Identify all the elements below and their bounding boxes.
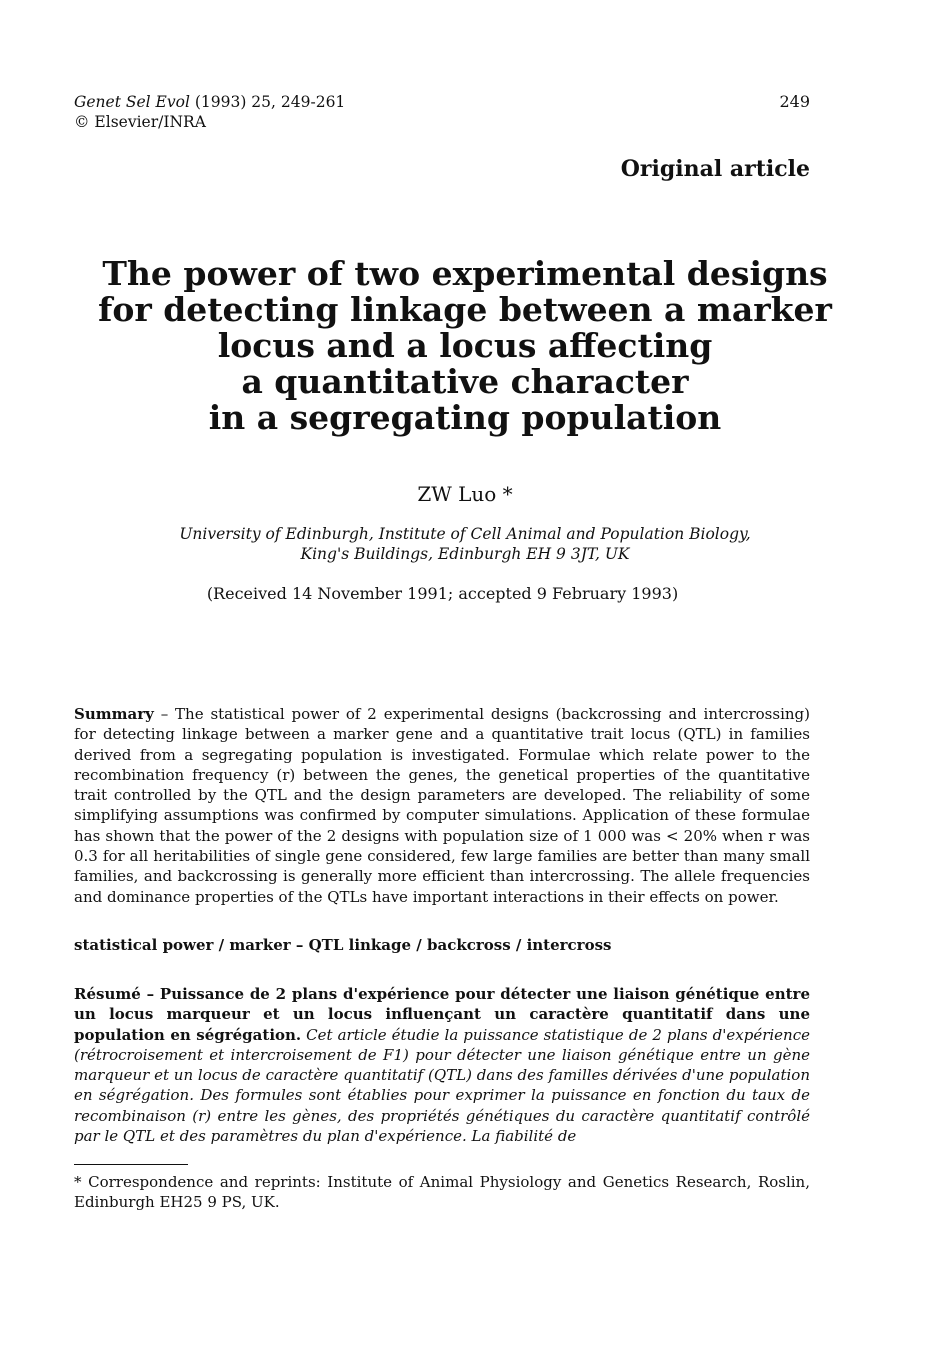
- citation-details: (1993) 25, 249-261: [194, 93, 346, 111]
- author-affiliation: University of Edinburgh, Institute of Cell Animal and Population Biology, King's Buildings, Edinburgh EH 9 3JT, UK: [179, 525, 751, 563]
- title-line: for detecting linkage between a marker: [98, 290, 832, 329]
- received-dates: (Received 14 November 1991; accepted 9 February 1993): [206, 584, 679, 603]
- title-line: a quantitative character: [241, 362, 689, 401]
- title-line: locus and a locus affecting: [217, 326, 713, 365]
- resume-text: Cet article étudie la puissance statistique de 2 plans d'expérience (rétrocroisement et intercroisement de F1) pour détecter une liaison génétique entre un gène marqueur et un locus de caractère quantitatif (QTL) dans des familles dérivées d'une population en ségrégation. Des formules sont établies pour exprimer la puissance en fonction du taux de recombinaison (r) entre les gènes, des propriétés génétiques du caractère quantitatif contrôlé par le QTL et des paramètres du plan d'expérience. La fiabilité de: [74, 1025, 810, 1146]
- summary-text: – The statistical power of 2 experimental designs (backcrossing and intercrossing) for detecting linkage between a marker gene and a quantitative trait locus (QTL) in families derived from a segregating population is investigated. Formulae which relate power to the recombination frequency (r) between the genes, the genetical properties of the quantitative trait controlled by the QTL and the design parameters are developed. The reliability of some simplifying assumptions was confirmed by computer simulations. Application of these formulae has shown that the power of the 2 designs with population size of 1 000 was < 20% when r was 0.3 for all heritabilities of single gene considered, few large families are better than many small families, and backcrossing is generally more efficient than intercrossing. The allele frequencies and dominance properties of the QTLs have important interactions in their effects on power.: [74, 705, 810, 906]
- resume-heading: Résumé – Puissance de 2 plans d'expérience pour détecter une liaison génétique entre un locus marqueur et un locus influençant un caractère quantitatif dans une population en ségrégation.: [74, 985, 810, 1044]
- copyright-line: © Elsevier/INRA: [74, 113, 206, 131]
- article-title: [70, 256, 860, 436]
- title-line: The power of two experimental designs: [102, 254, 828, 293]
- article-type: Original article: [620, 156, 810, 182]
- journal-header: [74, 92, 345, 132]
- title-line: in a segregating population: [208, 398, 722, 437]
- summary-paragraph: [74, 704, 810, 907]
- resume-paragraph: [74, 984, 810, 1146]
- author-name: ZW Luo *: [417, 482, 513, 506]
- summary-heading: Summary: [74, 705, 154, 723]
- journal-name: Genet Sel Evol: [74, 93, 190, 111]
- footnote-divider: [74, 1164, 188, 1165]
- keywords: statistical power / marker – QTL linkage / backcross / intercross: [74, 936, 612, 954]
- correspondence-footnote: * Correspondence and reprints: Institute of Animal Physiology and Genetics Research, Roslin, Edinburgh EH25 9 PS, UK.: [74, 1173, 810, 1211]
- page-number: 249: [779, 92, 810, 111]
- journal-citation: [74, 92, 345, 112]
